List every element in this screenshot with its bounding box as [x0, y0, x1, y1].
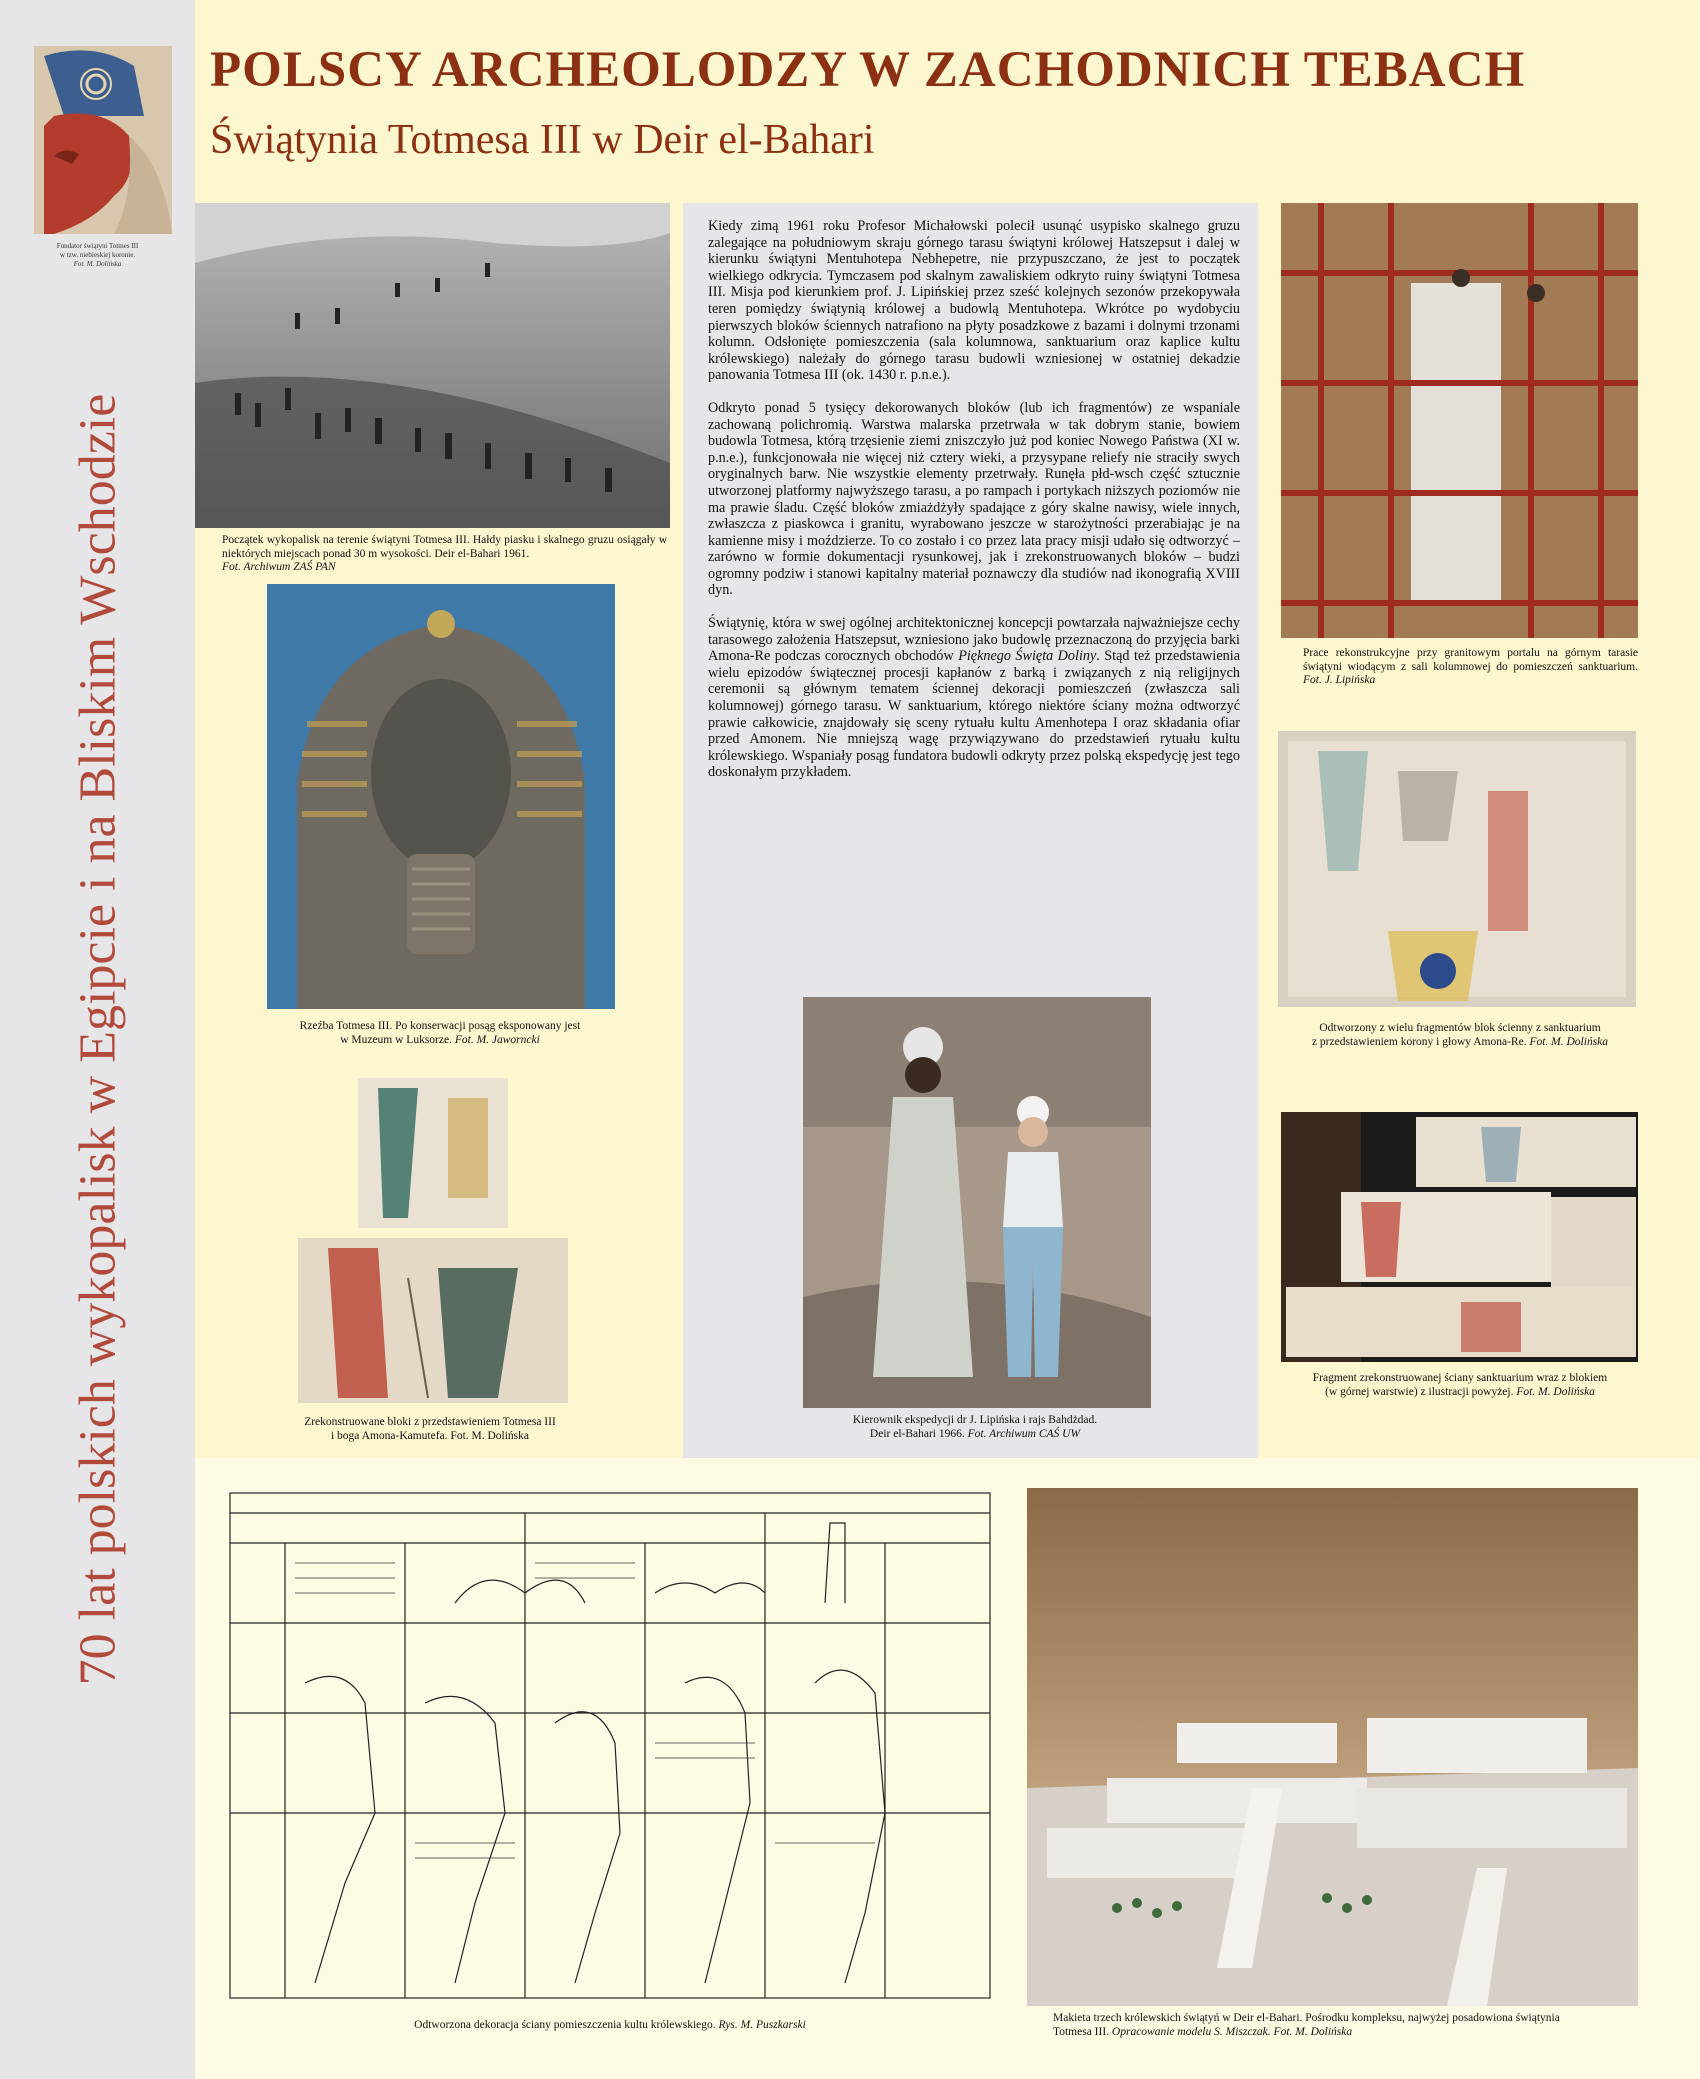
- wall-decoration-drawing-graphic: [225, 1483, 995, 2003]
- caption-drawing-text: Odtworzona dekoracja ściany pomieszczenia kultu królewskiego.: [414, 2019, 716, 2031]
- caption-drawing: [225, 2019, 995, 2033]
- caption-statue-credit: Fot. M. Jaworncki: [454, 1033, 540, 1046]
- caption-fragment-credit: Fot. M. Dolińska: [1516, 1385, 1595, 1398]
- caption-model-credit-photo: Fot. M. Dolińska: [1273, 2025, 1353, 2038]
- article-p3-start: Świątynię, która w swej ogólnej architektonicznej koncepcji powtarzała najważniejsze cechy tarasowego założenia Hatszepsut, wzniesiono jako budowlę przeznaczoną do przyjęcia barki Amona-Re podczas corocznych obchodów: [708, 615, 1240, 665]
- temple-model-photo-graphic: [1027, 1488, 1638, 2006]
- caption-blocks-line1: Zrekonstruowane bloki z przedstawieniem Totmesa III: [304, 1416, 556, 1428]
- caption-model-line2: Totmesa III.: [1053, 2025, 1110, 2038]
- caption-fragment-line2: (w górnej warstwie) z ilustracji powyżej.: [1325, 1385, 1514, 1398]
- leaders-photo-graphic: [803, 997, 1151, 1408]
- wallblock-photo-graphic: [1278, 731, 1636, 1007]
- caption-drawing-credit: Rys. M. Puszkarski: [718, 2019, 806, 2031]
- page-subtitle: Świątynia Totmesa III w Deir el-Bahari: [210, 117, 875, 163]
- caption-model: [1053, 2012, 1653, 2039]
- photo-statue-thutmose: [267, 584, 615, 1009]
- thumb-caption-credit: Fot. M. Dolińska: [73, 260, 122, 268]
- caption-excavation-text: Początek wykopalisk na terenie świątyni Totmesa III. Hałdy piasku i skalnego gruzu osiągały w niektórych miejscach ponad 30 m wysokości. Deir el-Bahari 1961.: [222, 534, 667, 560]
- caption-leaders-credit: Fot. Archiwum CAŚ UW: [967, 1427, 1081, 1440]
- photo-temple-model: [1027, 1488, 1638, 2006]
- caption-excavation-credit: Fot. Archiwum ZAŚ PAN: [222, 561, 336, 573]
- caption-statue-line1: Rzeźba Totmesa III. Po konserwacji posąg eksponowany jest: [299, 1020, 581, 1032]
- photo-expedition-leaders: [803, 997, 1151, 1408]
- drawing-wall-decoration: [225, 1483, 995, 2003]
- caption-fragment-line1: Fragment zrekonstruowanej ściany sanktuarium wraz z blokiem: [1312, 1372, 1608, 1384]
- caption-blocks-line2: i boga Amona-Kamutefa. Fot. M. Dolińska: [330, 1429, 530, 1442]
- photo-excavation-1961: [195, 203, 670, 528]
- statue-photo-graphic: [267, 584, 615, 1009]
- article-paragraph-2: Odkryto ponad 5 tysięcy dekorowanych bloków (lub ich fragmentów) ze wspaniale zachowaną polichromią. Warstwa malarska przetrwała w tak dobrym stanie, bowiem budowla Totmesa, którą trzęsienie ziemi zniszczyło już pod koniec Nowego Państwa (XI w. p.n.e.), funkcjonowała nie więcej niż cztery wieki, a przysypane reliefy nie straciły swych oryginalnych barw. Nie wszystkie elementy przetrwały. Runęła płd-wsch część sztucznie utworzonej platformy najwyższego tarasu, a po rampach i portykach niższych poziomów nie ma prawie śladu. Część bloków zmiażdżyły spadające z góry skalne nawisy, wiele innych, zwłaszcza z piaskowca i granitu, wyrabowano jeszcze w starożytności przerabiając je na kamienne misy i moździerze. To co zostało i co przez lata pracy misji udało się odtworzyć – zarówno w formie dokumentacji rysunkowej, jak i zrekonstruowanych bloków – budzi ogromny podziw i stanowi kapitalny materiał poznawczy dla studiów nad ikonografią XVIII dyn.: [708, 399, 1240, 599]
- article-p3-emphasis: Pięknego Święta Doliny: [958, 648, 1097, 665]
- article-paragraph-1: Kiedy zimą 1961 roku Profesor Michałowski polecił usunąć usypisko skalnego gruzu zalegające na południowym skraju górnego tarasu świątyni królowej Hatszepsut i dalej w kierunku świątyni Mentuhotepa Nebhepetre, nie przypuszczano, że jest to początek wielkiego odkrycia. Tymczasem pod skalnym zawaliskiem odkryto ruiny świątyni Totmesa III. Misja pod kierunkiem prof. J. Lipińskiej przez sześć kolejnych sezonów przekopywała teren pomiędzy świątynią królowej a budowlą Mentuhotepa. Wkrótce po wydobyciu pierwszych bloków ściennych natrafiono na płyty posadzkowe z bazami i dolnymi trzonami kolumn. Odsłonięte pomieszczenia (sala kolumnowa, sanktuarium oraz kaplice kultu królewskiego) należały do górnego tarasu budowli wzniesionej w ostatniej dekadzie panowania Totmesa III (ok. 1430 r. p.n.e.).: [708, 218, 1240, 384]
- photo-reconstruction-work: [1281, 203, 1638, 638]
- caption-wallblock-credit: Fot. M. Dolińska: [1529, 1035, 1609, 1048]
- caption-wallblock: [1270, 1022, 1650, 1049]
- caption-model-credit-model: Opracowanie modelu S. Miszczak.: [1111, 2025, 1271, 2038]
- sidebar: [0, 0, 195, 2079]
- caption-reconstruction-credit: Fot. J. Lipińska: [1303, 674, 1376, 686]
- blocks-photo-graphic: [288, 1078, 578, 1410]
- caption-blocks: [240, 1416, 620, 1443]
- caption-wallblock-line2: z przedstawieniem korony i głowy Amona-Re.: [1311, 1035, 1527, 1048]
- caption-statue: [240, 1020, 640, 1047]
- thumb-caption-line2: w tzw. niebieskiej koronie.: [59, 251, 136, 259]
- caption-reconstruction: [1303, 647, 1638, 688]
- caption-reconstruction-text: Prace rekonstrukcyjne przy granitowym portalu na górnym tarasie świątyni wiodącym z sali kolumnowej do pomieszczeń sanktuarium.: [1303, 647, 1638, 673]
- caption-excavation: [222, 534, 667, 575]
- caption-wallblock-line1: Odtworzony z wielu fragmentów blok ścienny z sanktuarium: [1319, 1022, 1601, 1034]
- caption-leaders-line1: Kierownik ekspedycji dr J. Lipińska i rajs Bahdżdad.: [852, 1414, 1098, 1426]
- article-paragraph-3: [708, 615, 1240, 781]
- article-body: [708, 218, 1240, 797]
- caption-leaders-line2: Deir el-Bahari 1966.: [869, 1427, 965, 1440]
- vertical-series-title: 70 lat polskich wykopalisk w Egipcie i na Bliskim Wschodzie: [69, 393, 127, 1686]
- caption-model-line1: Makieta trzech królewskich świątyń w Deir el-Bahari. Pośrodku kompleksu, najwyżej posadowiona świątynia: [1053, 2012, 1560, 2024]
- photo-reconstructed-blocks: [288, 1078, 578, 1410]
- excavation-photo-graphic: [195, 203, 670, 528]
- article-p3-end: . Stąd też przedstawienia wielu epizodów świątecznej procesji kapłanów z barką i związanych z nią religijnych ceremonii są głównym tematem ściennej dekoracji pomieszczeń (zwłaszcza sali kolumnowej) górnego tarasu. W sanktuarium, którego niektóre ściany można odtworzyć prawie całkowicie, znajdowały się sceny rytuału kultu Amenhotepa I oraz składania ofiar przed Amonem. Nie mniejszą wagę przywiązywano do przedstawień rytuału kultu królewskiego. Wspaniały posąg fundatora budowli odkryty przez polską ekspedycję jest tego doskonałym przykładem.: [708, 648, 1240, 781]
- page-title: POLSCY ARCHEOLODZY W ZACHODNICH TEBACH: [210, 42, 1526, 98]
- photo-wall-block-amon: [1278, 731, 1636, 1007]
- fragment-photo-graphic: [1281, 1112, 1638, 1362]
- reconstruction-photo-graphic: [1281, 203, 1638, 638]
- photo-sanctuary-fragment: [1281, 1112, 1638, 1362]
- thumb-caption-line1: Fundator świątyni Totmes III: [56, 242, 139, 250]
- caption-fragment: [1270, 1372, 1650, 1399]
- caption-leaders: [790, 1414, 1160, 1441]
- caption-statue-line2: w Muzeum w Luksorze.: [340, 1033, 452, 1046]
